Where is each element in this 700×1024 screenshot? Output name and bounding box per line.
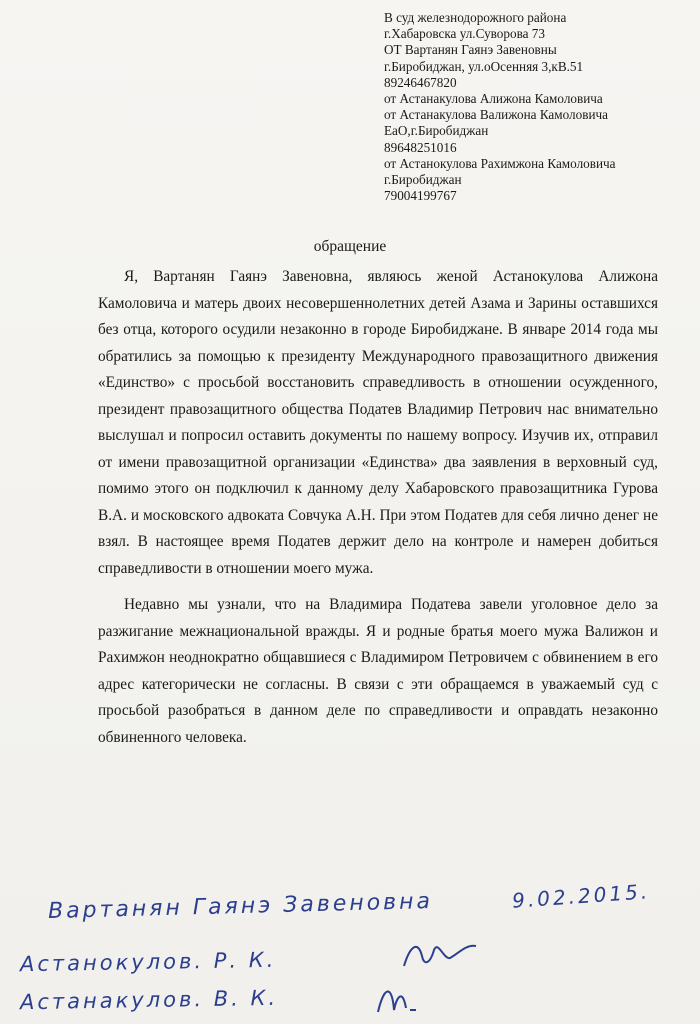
- addressee-block: [384, 10, 684, 204]
- header-line: 89246467820: [384, 74, 457, 90]
- header-line: 89648251016: [384, 139, 457, 155]
- document-title: обращение: [313, 238, 387, 255]
- handwritten-signatures: [0, 870, 700, 1024]
- header-line: г.Хабаровска ул.Суворова 73: [384, 26, 545, 42]
- handwritten-signature-line-2: Астанокулов. Р. К.: [19, 947, 277, 977]
- header-line: от Астанокулова Рахимжона Камоловича: [384, 155, 616, 171]
- paragraph-2: Недавно мы узнали, что на Владимира Податева завели уголовное дело за разжигание межнациональной вражды. Я и родные братья моего мужа Валижон и Рахимжон неоднократно общавшиеся с Владимиром Петровичем с обвинением в его адрес категорически не согласны. В связи с эти обращаемся в уважаемый суд с просьбой разобраться в данном деле по справедливости и оправдать незаконно обвиненного человека.: [98, 596, 658, 746]
- signature-scribble-2: [372, 980, 432, 1020]
- header-line: ЕаО,г.Биробиджан: [384, 123, 489, 139]
- header-line: 79004199767: [384, 188, 457, 204]
- header-line: г.Биробиджан, ул.оОсенняя 3,кВ.51: [384, 58, 584, 74]
- handwritten-date: 9.02.2015.: [511, 879, 651, 913]
- document-body: [98, 264, 658, 751]
- signature-scribble-1: [400, 936, 480, 976]
- header-line: от Астанакулова Алижона Камоловича: [384, 91, 603, 107]
- handwritten-signature-line-3: Астанакулов. В. К.: [19, 985, 279, 1015]
- header-line: от Астанакулова Валижона Камоловича: [384, 107, 608, 123]
- paragraph-1: Я, Вартанян Гаянэ Завеновна, являюсь женой Астанокулова Алижона Камоловича и матерь двоих несовершеннолетних детей Азама и Зарины оставшихся без отца, которого осудили незаконно в городе Биробиджане. В январе 2014 года мы обратились за помощью к президенту Международного правозащитного движения «Единство» с просьбой восстановить справедливость в отношении осужденного, президент правозащитного общества Податев Владимир Петрович нас внимательно выслушал и попросил оставить документы по нашему вопросу. Изучив их, отправил от имени правозащитной организации «Единства» два заявления в верховный суд, помимо этого он подключил к данному делу Хабаровского правозащитника Гурова В.А. и московского адвоката Совчука А.Н. При этом Податев для себя лично денег не взял. В настоящее время Податев держит дело на контроле и намерен добиться справедливости в отношении моего мужа.: [98, 268, 658, 577]
- header-line: В суд железнодорожного района: [384, 10, 567, 25]
- header-line: г.Биробиджан: [384, 172, 462, 188]
- header-line: ОТ Вартанян Гаянэ Завеновны: [384, 42, 557, 58]
- handwritten-name: Вартанян Гаянэ Завеновна: [47, 888, 434, 925]
